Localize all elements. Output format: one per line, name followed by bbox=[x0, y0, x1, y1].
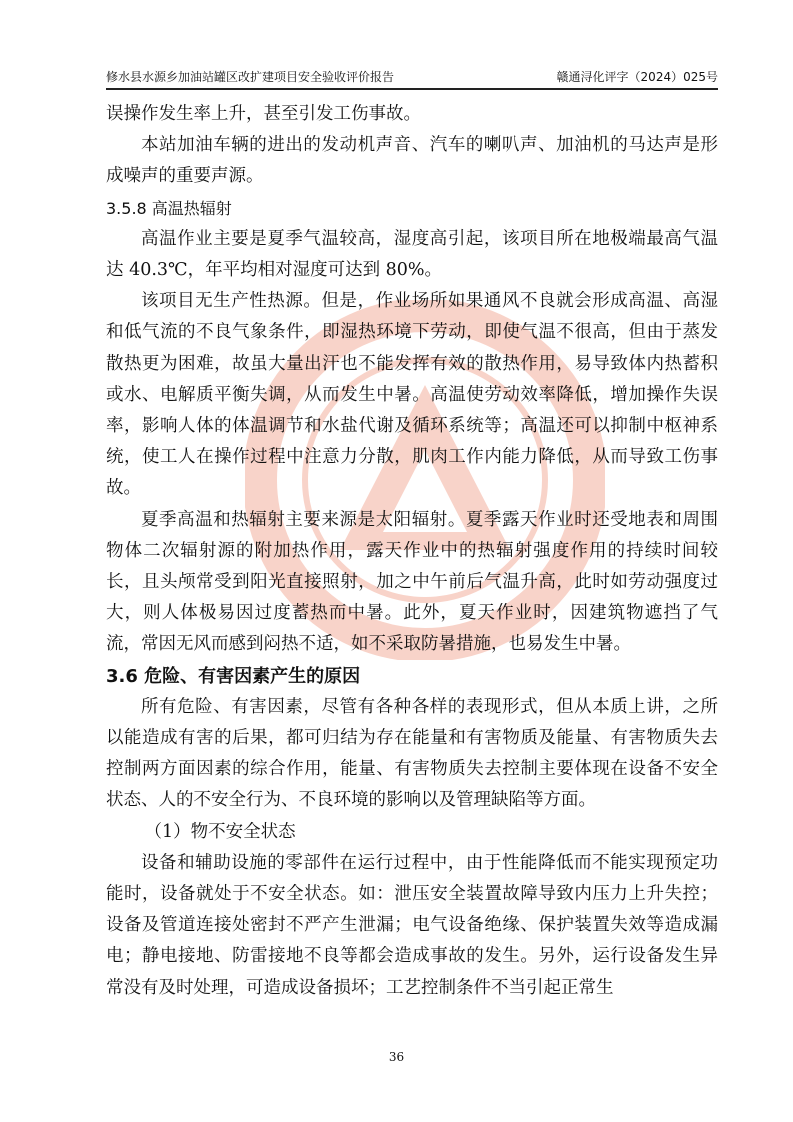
paragraph-hazard-causes: 所有危险、有害因素，尽管有各种各样的表现形式，但从本质上讲，之所以能造成有害的后果，都可归结为存在能量和有害物质及能量、有害物质失去控制两方面因素的综合作用，能量、有害物质失去控制主要体现在设备不安全状态、人的不安全行为、不良环境的影响以及管理缺陷等方面。 bbox=[106, 696, 718, 811]
section-heading-3-6: 3.6 危险、有害因素产生的原因 bbox=[106, 665, 361, 687]
paragraph-high-temp: 高温作业主要是夏季气温较高，湿度高引起，该项目所在地极端最高气温达 40.3℃，年平均相对湿度可达到 80%。 bbox=[106, 228, 718, 281]
subheading-unsafe-state: （1）物不安全状态 bbox=[144, 821, 296, 842]
paragraph-noise-source: 本站加油车辆的进出的发动机声音、汽车的喇叭声、加油机的马达声是形成噪声的重要声源。 bbox=[106, 135, 718, 187]
header-report-code: 赣通浔化评字（2024）025号 bbox=[556, 70, 718, 84]
header-report-title: 修水县水源乡加油站罐区改扩建项目安全验收评价报告 bbox=[106, 70, 395, 84]
header-divider bbox=[106, 88, 718, 90]
paragraph-equipment-state: 设备和辅助设施的零部件在运行过程中，由于性能降低而不能实现预定功能时，设备就处于不安全状态。如：泄压安全装置故障导致内压力上升失控；设备及管道连接处密封不严产生泄漏；电气设备绝缘、保护装置失效等造成漏电；静电接地、防雷接地不良等都会造成事故的发生。另外，运行设备发生异常没有及时处理，可造成设备损坏；工艺控制条件不当引起正常生 bbox=[106, 852, 718, 998]
section-heading-3-5-8: 3.5.8 高温热辐射 bbox=[106, 198, 232, 218]
paragraph-summer-radiation: 夏季高温和热辐射主要来源是太阳辐射。夏季露天作业时还受地表和周围物体二次辐射源的附加热作用，露天作业中的热辐射强度作用的持续时间较长，且头颅常受到阳光直接照射，加之中午前后气温升高，此时如劳动强度过大，则人体极易因过度蓄热而中暑。此外，夏天作业时，因建筑物遮挡了气流，常因无风而感到闷热不适，如不采取防暑措施，也易发生中暑。 bbox=[106, 509, 718, 655]
page-number: 36 bbox=[388, 1050, 405, 1064]
page-body bbox=[106, 99, 718, 1004]
paragraph-continued: 误操作发生率上升，甚至引发工伤事故。 bbox=[106, 104, 421, 124]
paragraph-heat-source: 该项目无生产性热源。但是，作业场所如果通风不良就会形成高温、高湿和低气流的不良气象条件，即湿热环境下劳动，即使气温不很高，但由于蒸发散热更为困难，故虽大量出汗也不能发挥有效的散热作用，易导致体内热蓄积或水、电解质平衡失调，从而发生中暑。高温使劳动效率降低，增加操作失误率，影响人体的体温调节和水盐代谢及循环系统等；高温还可以抑制中枢神系统，使工人在操作过程中注意力分散，肌肉工作内能力降低，从而导致工伤事故。 bbox=[106, 291, 718, 499]
